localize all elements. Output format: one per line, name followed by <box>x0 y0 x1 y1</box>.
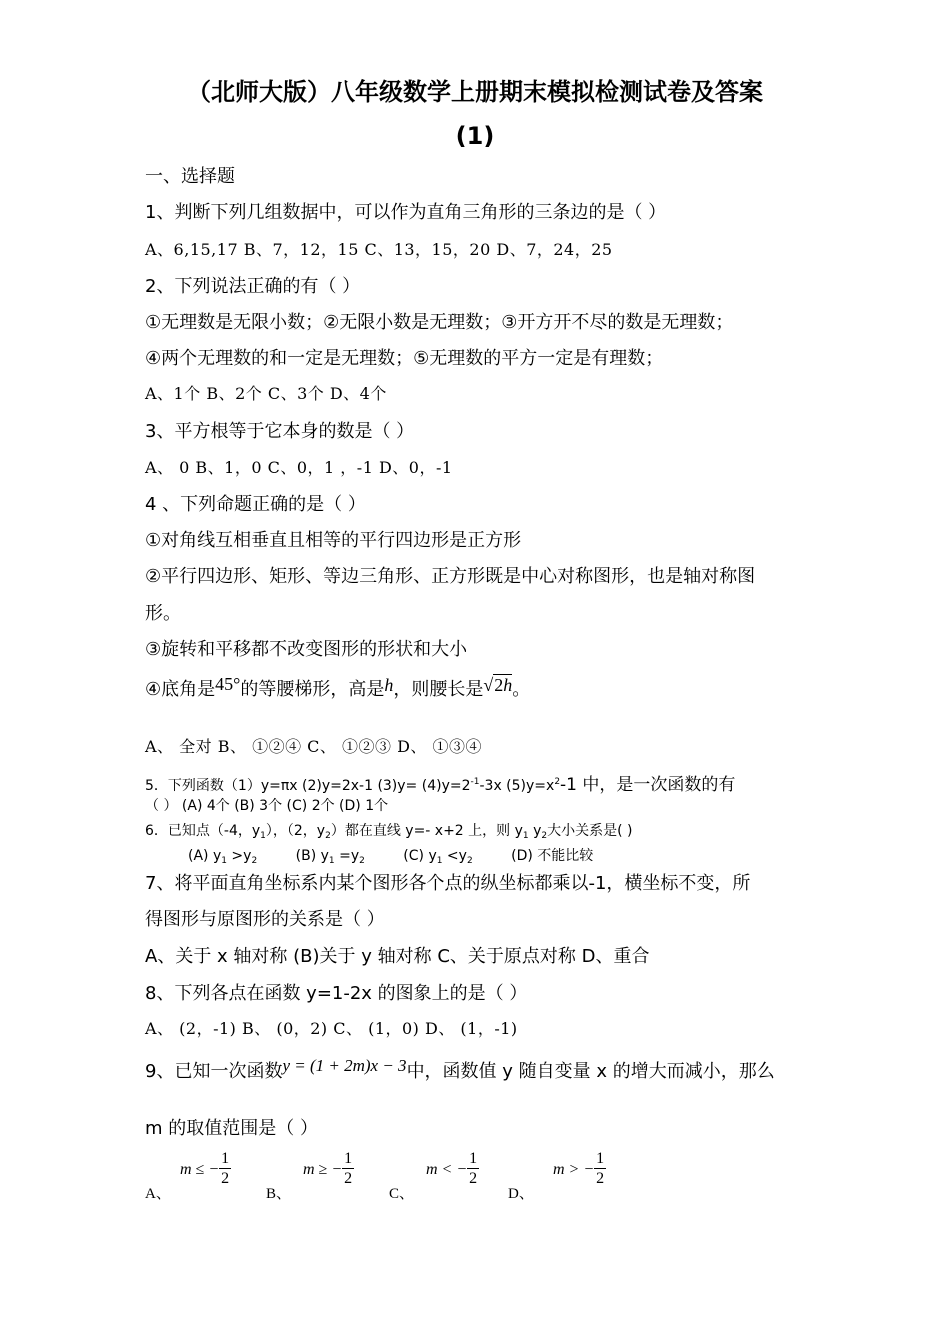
q7-stem-line1: 7、将平面直角坐标系内某个图形各个点的纵坐标都乘以-1，横坐标不变，所 <box>145 873 751 894</box>
q9-formula: y = (1 + 2m)x − 3 <box>282 1056 407 1075</box>
q1-options: A、6,15,17 B、7，12，15 C、13，15，20 D、7，24，25 <box>145 240 613 259</box>
q9-option-c-label: C、 <box>389 1186 415 1202</box>
q9-option-b-label: B、 <box>266 1186 292 1202</box>
section-heading: 一、选择题 <box>145 166 235 187</box>
q8-options: A、 (2，-1) B、 (0，2) C、 (1，0) D、 (1，-1) <box>145 1019 518 1038</box>
q7-stem-line2: 得图形与原图形的关系是（ ） <box>145 909 385 930</box>
q9-option-a: m ≤ − $\frac{1}{2}$ <box>180 1150 230 1187</box>
q4-statement-3: ③旋转和平移都不改变图形的形状和大小 <box>145 639 468 660</box>
q4-stem: 4 、下列命题正确的是（ ） <box>145 494 366 515</box>
height-h: h <box>384 675 394 695</box>
q9-option-c: m < − $\frac{1}{2}$ <box>426 1150 478 1187</box>
exam-title-number: (1) <box>455 122 495 150</box>
angle-45: 45° <box>215 674 241 694</box>
q9-option-a-label: A、 <box>145 1186 171 1202</box>
q5-stem: 5．下列函数（1）y=πx (2)y=2x-1 $(3)y= (4)y=2^{-1}-3x$ $(5)y=x^2-1$ 中，是一次函数的有 <box>145 775 736 795</box>
q1-stem: 1、判断下列几组数据中，可以作为直角三角形的三条边的是（ ） <box>145 202 667 223</box>
q9-stem-line2: m 的取值范围是（ ） <box>145 1118 318 1139</box>
exam-title: （北师大版）八年级数学上册期末模拟检测试卷及答案 <box>187 78 763 106</box>
q5-options: （ ） (A) 4个 (B) 3个 (C) 2个 (D) 1个 <box>145 798 389 814</box>
q4-options: A、 全对 B、 ①②④ C、 ①②③ D、 ①③④ <box>145 737 482 756</box>
q3-options: A、 0 B、1，0 C、0，1 ，-1 D、0，-1 <box>145 458 453 477</box>
q2-statement-line2: ④两个无理数的和一定是无理数；⑤无理数的平方一定是有理数； <box>145 348 664 369</box>
sqrt-expression: √2h <box>483 675 513 695</box>
q9-option-d-label: D、 <box>508 1186 534 1202</box>
q2-stem: 2、下列说法正确的有（ ） <box>145 276 361 297</box>
q4-statement-2a: ②平行四边形、矩形、等边三角形、正方形既是中心对称图形，也是轴对称图 <box>145 566 756 587</box>
q8-stem: 8、下列各点在函数 y=1-2x 的图象上的是（ ） <box>145 983 528 1004</box>
q6-options: (A) $y_1 >y_2$ (B) $y_1 =y_2$ (C) $y_1 <y_2$ (D) 不能比较 <box>188 848 594 866</box>
q2-options: A、1个 B、2个 C、3个 D、4个 <box>145 384 387 403</box>
q6-stem: 6．已知点（-4，$y_1$），（2，$y_2$）都在直线 y=- x+2 上，则 $y_1$ $y_2$大小关系是( ) <box>145 823 633 841</box>
q4-statement-1: ①对角线互相垂直且相等的平行四边形是正方形 <box>145 530 522 551</box>
q9-option-b: m ≥ − $\frac{1}{2}$ <box>303 1150 353 1187</box>
q7-options: A、关于 x 轴对称 (B)关于 y 轴对称 C、关于原点对称 D、重合 <box>145 946 650 967</box>
q4-statement-4: ④底角是45°的等腰梯形，高是h，则腰长是√2h。 <box>145 674 531 700</box>
q9-stem: 9、已知一次函数y = (1 + 2m)x − 3中，函数值 y 随自变量 x 的增大而减小，那么 <box>145 1056 775 1082</box>
q3-stem: 3、平方根等于它本身的数是（ ） <box>145 421 415 442</box>
q9-option-d: m > − $\frac{1}{2}$ <box>553 1150 605 1187</box>
q4-statement-2b: 形。 <box>145 603 181 624</box>
q2-statement-line1: ①无理数是无限小数；②无限小数是无理数；③开方开不尽的数是无理数； <box>145 312 734 333</box>
